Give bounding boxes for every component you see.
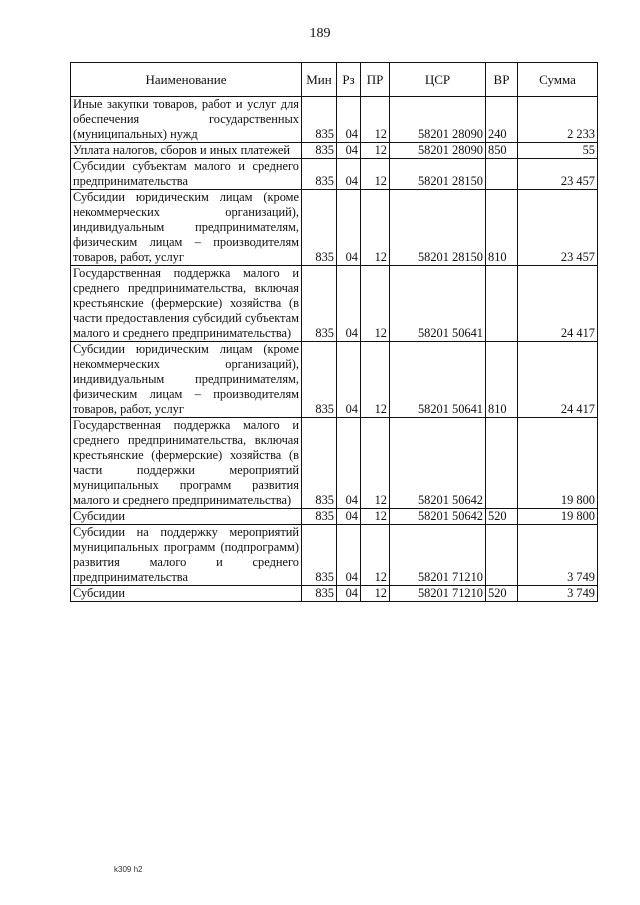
row-vr <box>486 159 518 190</box>
row-csr: 58201 71210 <box>390 525 486 586</box>
row-name: Иные закупки товаров, работ и услуг для обеспечения государственных (муниципальных) нужд <box>71 97 302 143</box>
row-rz: 04 <box>337 586 361 602</box>
header-csr: ЦСР <box>390 63 486 97</box>
row-vr <box>486 525 518 586</box>
row-min: 835 <box>302 159 337 190</box>
row-pr: 12 <box>361 509 390 525</box>
table-row <box>71 190 598 266</box>
row-name: Субсидии юридическим лицам (кроме некоммерческих организаций), индивидуальным предпринимателям, физическим лицам – производителям товаров, работ, услуг <box>71 190 302 266</box>
row-pr: 12 <box>361 342 390 418</box>
row-sum: 3 749 <box>518 586 598 602</box>
row-min: 835 <box>302 266 337 342</box>
row-name: Субсидии на поддержку мероприятий муниципальных программ (подпрограмм) развития малого и среднего предпринимательства <box>71 525 302 586</box>
table-row <box>71 509 598 525</box>
table-row <box>71 418 598 509</box>
header-rz: Рз <box>337 63 361 97</box>
row-sum: 2 233 <box>518 97 598 143</box>
row-sum: 3 749 <box>518 525 598 586</box>
row-min: 835 <box>302 525 337 586</box>
row-csr: 58201 28090 <box>390 143 486 159</box>
row-min: 835 <box>302 586 337 602</box>
row-sum: 19 800 <box>518 418 598 509</box>
header-vr: ВР <box>486 63 518 97</box>
row-csr: 58201 50641 <box>390 342 486 418</box>
row-rz: 04 <box>337 266 361 342</box>
row-vr: 240 <box>486 97 518 143</box>
row-csr: 58201 28150 <box>390 159 486 190</box>
row-sum: 19 800 <box>518 509 598 525</box>
row-pr: 12 <box>361 97 390 143</box>
row-csr: 58201 28090 <box>390 97 486 143</box>
row-min: 835 <box>302 342 337 418</box>
row-vr: 520 <box>486 586 518 602</box>
row-rz: 04 <box>337 342 361 418</box>
table-row <box>71 586 598 602</box>
row-csr: 58201 71210 <box>390 586 486 602</box>
table-row <box>71 97 598 143</box>
row-pr: 12 <box>361 190 390 266</box>
row-min: 835 <box>302 143 337 159</box>
table-row <box>71 266 598 342</box>
row-rz: 04 <box>337 418 361 509</box>
row-vr <box>486 418 518 509</box>
row-sum: 55 <box>518 143 598 159</box>
row-pr: 12 <box>361 143 390 159</box>
row-rz: 04 <box>337 509 361 525</box>
table-header-row <box>71 63 598 97</box>
row-sum: 24 417 <box>518 266 598 342</box>
footer-code: k309 h2 <box>114 865 143 874</box>
row-name: Субсидии <box>71 586 302 602</box>
header-sum: Сумма <box>518 63 598 97</box>
row-rz: 04 <box>337 190 361 266</box>
row-rz: 04 <box>337 143 361 159</box>
row-name: Государственная поддержка малого и среднего предпринимательства, включая крестьянские (фермерские) хозяйства (в части предоставления субсидий субъектам малого и среднего предпринимательства) <box>71 266 302 342</box>
row-rz: 04 <box>337 525 361 586</box>
row-csr: 58201 50642 <box>390 418 486 509</box>
row-vr: 810 <box>486 342 518 418</box>
row-rz: 04 <box>337 97 361 143</box>
row-pr: 12 <box>361 586 390 602</box>
row-csr: 58201 50641 <box>390 266 486 342</box>
page-number: 189 <box>309 26 331 41</box>
row-name: Государственная поддержка малого и среднего предпринимательства, включая крестьянские (фермерские) хозяйства (в части поддержки мероприятий муниципальных программ развития малого и среднего предпринимательства) <box>71 418 302 509</box>
header-name: Наименование <box>71 63 302 97</box>
row-vr: 810 <box>486 190 518 266</box>
header-min: Мин <box>302 63 337 97</box>
row-min: 835 <box>302 418 337 509</box>
row-csr: 58201 28150 <box>390 190 486 266</box>
row-pr: 12 <box>361 418 390 509</box>
row-sum: 23 457 <box>518 190 598 266</box>
row-min: 835 <box>302 509 337 525</box>
row-sum: 23 457 <box>518 159 598 190</box>
row-pr: 12 <box>361 525 390 586</box>
row-vr: 520 <box>486 509 518 525</box>
budget-table <box>70 62 598 602</box>
table-row <box>71 342 598 418</box>
row-vr: 850 <box>486 143 518 159</box>
table-row <box>71 525 598 586</box>
row-name: Субсидии субъектам малого и среднего предпринимательства <box>71 159 302 190</box>
row-min: 835 <box>302 190 337 266</box>
row-name: Уплата налогов, сборов и иных платежей <box>71 143 302 159</box>
row-name: Субсидии юридическим лицам (кроме некоммерческих организаций), индивидуальным предпринимателям, физическим лицам – производителям товаров, работ, услуг <box>71 342 302 418</box>
row-csr: 58201 50642 <box>390 509 486 525</box>
header-pr: ПР <box>361 63 390 97</box>
row-vr <box>486 266 518 342</box>
row-rz: 04 <box>337 159 361 190</box>
table-row <box>71 143 598 159</box>
row-name: Субсидии <box>71 509 302 525</box>
row-pr: 12 <box>361 159 390 190</box>
table-row <box>71 159 598 190</box>
row-min: 835 <box>302 97 337 143</box>
row-pr: 12 <box>361 266 390 342</box>
row-sum: 24 417 <box>518 342 598 418</box>
